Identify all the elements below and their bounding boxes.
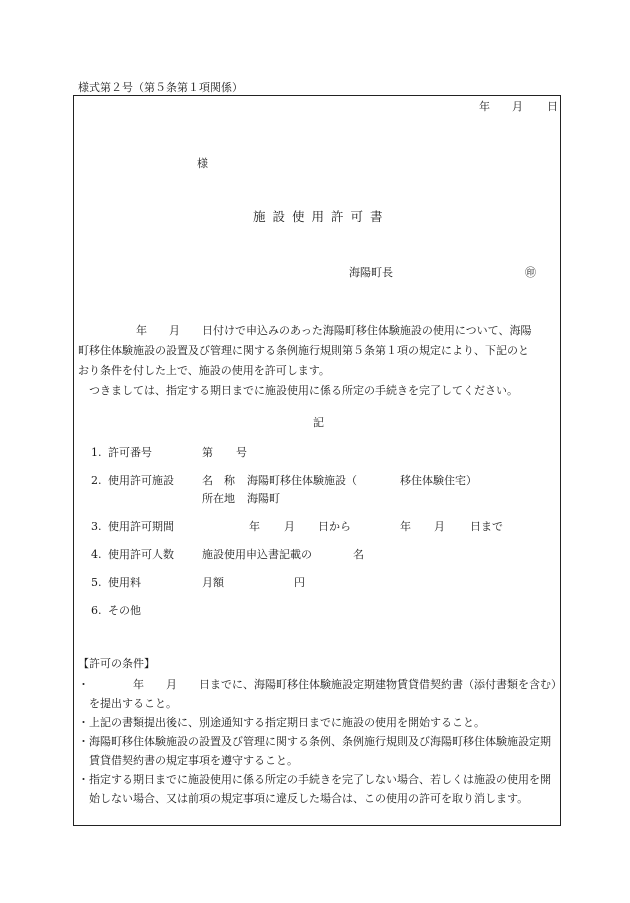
item-label-persons: 使用許可人数 bbox=[108, 548, 174, 561]
item-number: 3. bbox=[91, 520, 102, 533]
persons-unit: 名 bbox=[353, 548, 364, 561]
item-label-permit-number: 許可番号 bbox=[108, 446, 152, 459]
item-number: 5. bbox=[91, 576, 102, 589]
fee-monthly-label: 月額 bbox=[202, 576, 224, 589]
date-year: 年 bbox=[479, 100, 490, 113]
period-end-year: 年 bbox=[400, 520, 411, 533]
period-start-month: 月 bbox=[284, 520, 295, 533]
body-paragraph bbox=[78, 321, 558, 401]
issuer-name: 海陽町長 bbox=[349, 266, 393, 279]
facility-name-label: 名 称 bbox=[202, 474, 235, 487]
body-line-3: おり条件を付した上で、施設の使用を許可します。 bbox=[78, 364, 330, 377]
seal-mark: ㊞ bbox=[525, 266, 536, 279]
condition-item: ・ 年 月 日までに、海陽町移住体験施設定期建物賃貸借契約書（添付書類を含む）を提出すること。 bbox=[78, 678, 557, 710]
item-number: 2. bbox=[91, 474, 102, 487]
item-label-other: その他 bbox=[108, 604, 141, 617]
facility-name-value: 海陽町移住体験施設（ bbox=[247, 474, 357, 487]
item-label-period: 使用許可期間 bbox=[108, 520, 174, 533]
period-start-day: 日から bbox=[318, 520, 351, 533]
date-day: 日 bbox=[547, 100, 558, 113]
item-number: 4. bbox=[91, 548, 102, 561]
facility-name-suffix: 移住体験住宅） bbox=[400, 474, 477, 487]
permit-number-prefix: 第 bbox=[202, 446, 213, 459]
fee-unit: 円 bbox=[294, 576, 305, 589]
body-line-2: 町移住体験施設の設置及び管理に関する条例施行規則第５条第１項の規定により、下記のと bbox=[78, 344, 529, 357]
item-number: 6. bbox=[91, 604, 102, 617]
addressee-suffix: 様 bbox=[197, 157, 208, 170]
document-title: 施設使用許可書 bbox=[253, 209, 390, 224]
ki-label: 記 bbox=[313, 416, 324, 429]
item-label-facility: 使用許可施設 bbox=[108, 474, 174, 487]
form-number: 様式第２号（第５条第１項関係） bbox=[78, 81, 243, 94]
body-line-4: つきましては、指定する期日までに施設使用に係る所定の手続きを完了してください。 bbox=[89, 384, 518, 397]
conditions-heading: 【許可の条件】 bbox=[78, 657, 155, 670]
facility-location-label: 所在地 bbox=[202, 492, 235, 505]
item-number: 1. bbox=[91, 446, 102, 459]
body-line-1: 年 月 日付けで申込みのあった海陽町移住体験施設の使用について、海陽 bbox=[136, 324, 532, 337]
period-start-year: 年 bbox=[249, 520, 260, 533]
condition-item: ・指定する期日までに施設使用に係る所定の手続きを完了しない場合、若しくは施設の使用を開始しない場合、又は前項の規定事項に違反した場合は、この使用の許可を取り消します。 bbox=[78, 773, 551, 805]
permit-number-suffix: 号 bbox=[236, 446, 247, 459]
persons-text: 施設使用申込書記載の bbox=[202, 548, 312, 561]
date-month: 月 bbox=[512, 100, 523, 113]
period-end-day: 日まで bbox=[470, 520, 503, 533]
item-label-fee: 使用料 bbox=[108, 576, 141, 589]
period-end-month: 月 bbox=[434, 520, 445, 533]
facility-location-value: 海陽町 bbox=[247, 492, 280, 505]
conditions-list bbox=[78, 675, 558, 808]
condition-item: ・海陽町移住体験施設の設置及び管理に関する条例、条例施行規則及び海陽町移住体験施設定期賃貸借契約書の規定事項を遵守すること。 bbox=[78, 735, 551, 767]
condition-item: ・上記の書類提出後に、別途通知する指定期日までに施設の使用を開始すること。 bbox=[78, 716, 485, 729]
